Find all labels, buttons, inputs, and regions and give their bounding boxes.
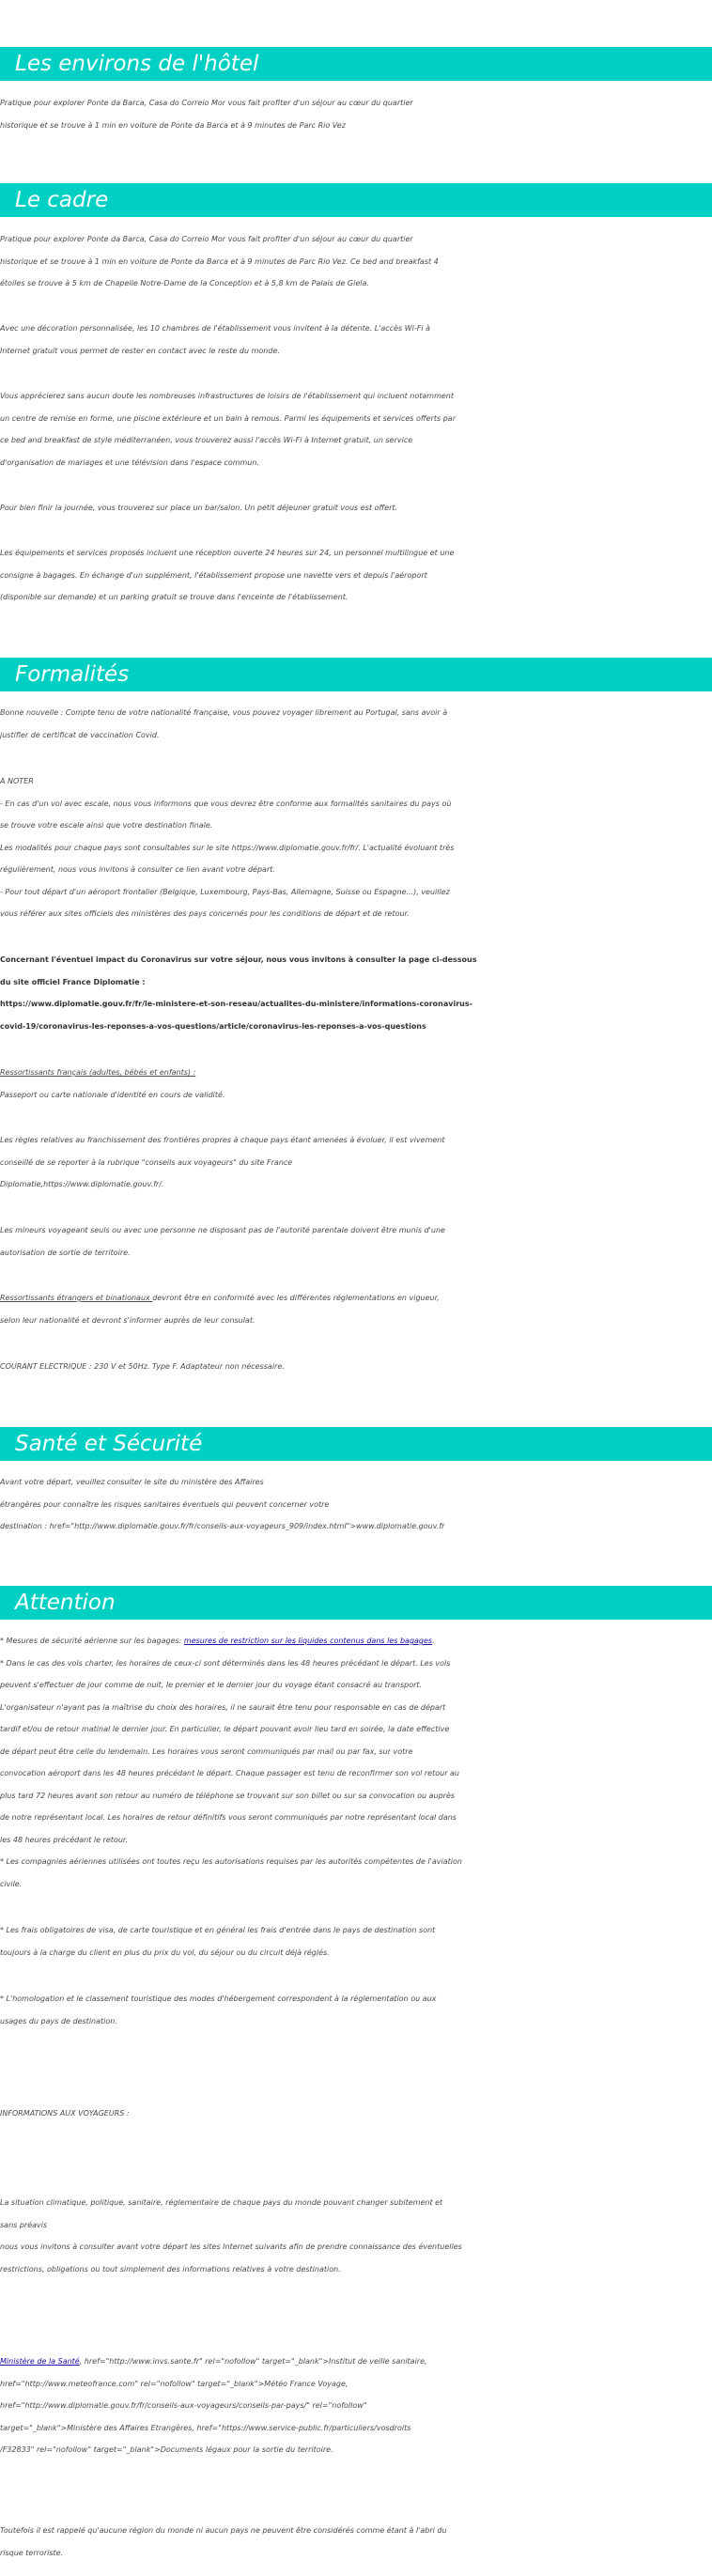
section-title-sante: Santé et Sécurité — [0, 1427, 712, 1461]
environs-paragraph: Pratique pour explorer Ponte da Barca, Casa do Correio Mor vous fait profiter d'un séjour au cœur du quartier historique et se trouve à 1 min en voiture de Ponte da Barca et à 9 minutes de Parc Rio Vez — [0, 99, 413, 130]
attention-paragraph-visa: * Les frais obligatoires de visa, de carte touristique et en général les frais d'entrée dans le pays de destination sont toujours à la charge du client en plus du prix du vol, du séjour ou du circuit déjà réglés. — [0, 1926, 436, 1957]
formalites-courant-electrique: COURANT ELECTRIQUE : 230 V et 50Hz. Type F. Adaptateur non nécessaire. — [0, 1362, 285, 1371]
formalites-etrangers-paragraph: Ressortissants étrangers et binationaux devront être en conformité avec les différentes réglementations en vigueur, selon leur nationalité et devront s'informer auprès de leur consulat. — [0, 1294, 440, 1325]
formalites-paragraph-1: Bonne nouvelle : Compte tenu de votre nationalité française, vous pouvez voyager librement au Portugal, sans avoir à justifier de certificat de vaccination Covid. — [0, 708, 448, 739]
formalites-ressortissants-francais: Ressortissants français (adultes, bébés et enfants) : Passeport ou carte nationale d'identité en cours de validité. — [0, 1068, 225, 1099]
formalites-paragraph-note: A NOTER - En cas d'un vol avec escale, nous vous informons que vous devrez être conforme aux formalités sanitaires du pays où se trouve votre escale ainsi que votre destination finale. Les modalités pour chaque pays sont consultables sur le site https://www.diplomatie.gouv.fr/fr/. L'actualité évoluant très régulièrement, nous vous invitons à consulter ce lien avant votre départ. - Pour tout départ d'un aéroport frontalier (Belgique, Luxembourg, Pays-Bas, Allemagne, Suisse ou Espagne...), veuillez vous référer aux sites officiels des ministères des pays concernés pour les conditions de départ et de retour. — [0, 777, 455, 918]
attention-liens-paragraph: Ministère de la Santé, href="http://www.invs.sante.fr" rel="nofollow" target="_blank">Institut de veille sanitaire, href="http://www.meteofrance.com" rel="nofollow" target="_blank">Météo France Voyage, href="http://www.diplomatie.gouv.fr/fr/conseils-aux-voyageurs/conseils-par-pays/" rel="nofollow" target="_blank">Ministère des Affaires Etrangères, href="https://www.service-public.fr/particuliers/vosdroits /F32833" rel="nofollow" target="_blank">Documents légaux pour la sortie du territoire. — [0, 2357, 427, 2454]
section-title-cadre: Le cadre — [0, 183, 712, 217]
section-title-attention: Attention — [0, 1586, 712, 1620]
liquids-restriction-link[interactable]: mesures de restriction sur les liquides contenus dans les bagages — [183, 1637, 433, 1645]
section-title-formalites: Formalités — [0, 658, 712, 691]
cadre-paragraph-4: Pour bien finir la journée, vous trouverez sur place un bar/salon. Un petit déjeuner gratuit vous est offert. — [0, 504, 398, 512]
formalites-frontieres-paragraph: Les règles relatives au franchissement des frontières propres à chaque pays étant amenées à évoluer, il est vivement conseillé de se reporter à la rubrique "conseils aux voyageurs" du site France Diplomatie,https://www.diplomatie.gouv.fr/. — [0, 1136, 445, 1188]
cadre-paragraph-5: Les équipements et services proposés incluent une réception ouverte 24 heures sur 24, un personnel multilingue et une consigne à bagages. En échange d'un supplément, l'établissement propose une navette vers et depuis l'aéroport (disponible sur demande) et un parking gratuit se trouve dans l'enceinte de l'établissement. — [0, 549, 455, 601]
attention-paragraph-homologation: * L'homologation et le classement touristique des modes d'hébergement correspondent à la réglementation ou aux usages du pays de destination. — [0, 1994, 437, 2025]
formalites-coronavirus-paragraph: Concernant l'éventuel impact du Coronavirus sur votre séjour, nous vous invitons à consulter la page ci-dessous du site officiel France Diplomatie : https://www.diplomatie.gouv.fr/fr/le-ministere-et-son-reseau/actualites-du-ministere/informations-coronavirus- covid-19/coronavirus-les-reponses-a-vos-questions/article/coronavirus-les-reponses-a-vos-questions — [0, 955, 477, 1031]
cadre-paragraph-2: Avec une décoration personnalisée, les 10 chambres de l'établissement vous invitent à la détente. L'accès Wi-Fi à Internet gratuit vous permet de rester en contact avec le reste du monde. — [0, 324, 431, 355]
attention-terrorisme-paragraph: Toutefois il est rappelé qu'aucune région du monde ni aucun pays ne peuvent être considérés comme étant à l'abri du risque terroriste. — [0, 2526, 447, 2557]
attention-informations-voyageurs: INFORMATIONS AUX VOYAGEURS : — [0, 2109, 130, 2118]
cadre-paragraph-3: Vous apprécierez sans aucun doute les nombreuses infrastructures de loisirs de l'établissement qui incluent notamment un centre de remise en forme, une piscine extérieure et un bain à remous. Parmi les équipements et services offerts par ce bed and breakfast de style méditerranéen, vous trouverez aussi l'accès Wi-Fi à Internet gratuit, un service d'organisation de mariages et une télévision dans l'espace commun. — [0, 392, 456, 467]
attention-situation-paragraph: La situation climatique, politique, sanitaire, réglementaire de chaque pays du monde pouvant changer subitement et sans préavis nous vous invitons à consulter avant votre départ les sites Internet suivants afin de prendre connaissance des éventuelles restrictions, obligations ou tout simplement des informations relatives à votre destination. — [0, 2198, 462, 2273]
ministere-sante-link[interactable]: Ministère de la Santé — [0, 2357, 80, 2366]
formalites-mineurs-paragraph: Les mineurs voyageant seuls ou avec une personne ne disposant pas de l'autorité parentale doivent être munis d'une autorisation de sortie de territoire. — [0, 1226, 445, 1257]
sante-paragraph: Avant votre départ, veuillez consulter le site du ministère des Affaires étrangères pour connaître les risques sanitaires éventuels qui peuvent concerner votre destination : href="http://www.diplomatie.gouv.fr/fr/conseils-aux-voyageurs_909/index.html">www.diplomatie.gouv.fr — [0, 1478, 445, 1530]
cadre-paragraph-1: Pratique pour explorer Ponte da Barca, Casa do Correio Mor vous fait profiter d'un séjour au cœur du quartier historique et se trouve à 1 min en voiture de Ponte da Barca et à 9 minutes de Parc Rio Vez. Ce bed and breakfast 4 étoiles se trouve à 5 km de Chapelle Notre-Dame de la Conception et à 5,8 km de Palais de Giela. — [0, 235, 439, 287]
section-title-environs: Les environs de l'hôtel — [0, 47, 712, 81]
attention-paragraph-1: * Mesures de sécurité aérienne sur les bagages: mesures de restriction sur les liquides contenus dans les bagages. * Dans le cas des vols charter, les horaires de ceux-ci sont déterminés dans les 48 heures précédant le départ. Les vols peuvent s'effectuer de jour comme de nuit, le premier et le dernier jour du voyage étant consacré au transport. L'organisateur n'ayant pas la maîtrise du choix des horaires, il ne saurait être tenu pour responsable en cas de départ tardif et/ou de retour matinal le dernier jour. En particulier, le départ pouvant avoir lieu tard en soirée, la date effective de départ peut être celle du lendemain. Les horaires vous seront communiqués par mail ou par fax, sur votre convocation aéroport dans les 48 heures précédant le départ. Chaque passager est tenu de reconfirmer son vol retour au plus tard 72 heures avant son retour au numéro de téléphone se trouvant sur son billet ou sur sa convocation ou auprès de notre représentant local. Les horaires de retour définitifs vous seront communiqués par notre représentant local dans les 48 heures précédant le retour. * Les compagnies aériennes utilisées ont toutes reçu les autorisations requises par les autorités compétentes de l'aviation civile. — [0, 1637, 462, 1888]
